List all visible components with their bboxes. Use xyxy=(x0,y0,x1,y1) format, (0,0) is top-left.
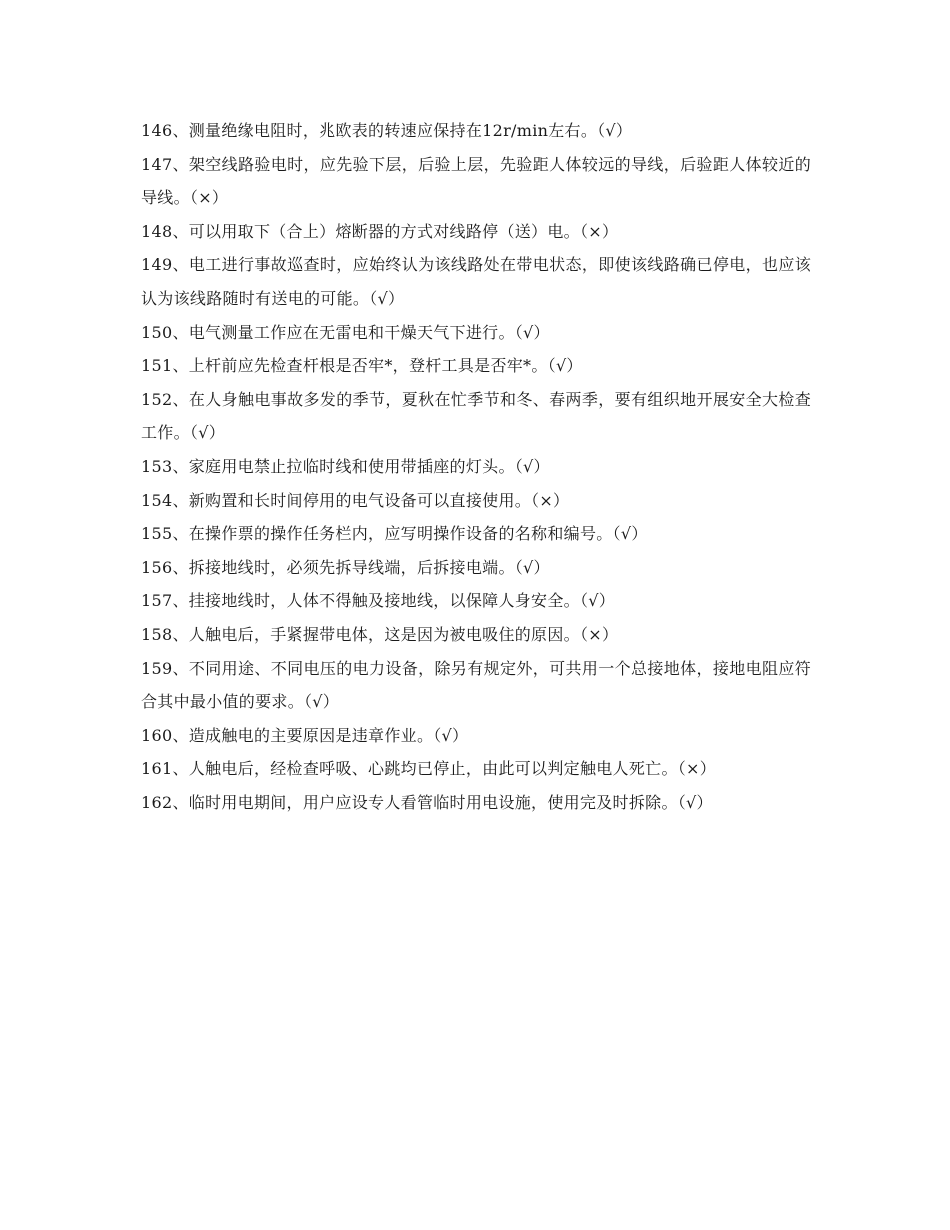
question-162: 162、临时用电期间，用户应设专人看管临时用电设施，使用完及时拆除。（√） xyxy=(141,792,713,812)
question-160: 160、造成触电的主要原因是违章作业。（√） xyxy=(141,725,469,745)
question-147: 147、架空线路验电时，应先验下层，后验上层，先验距人体较远的导线，后验距人体较近的导线。（×） xyxy=(141,154,811,208)
question-154: 154、新购置和长时间停用的电气设备可以直接使用。（×） xyxy=(141,490,570,510)
question-158: 158、人触电后，手紧握带电体，这是因为被电吸住的原因。（×） xyxy=(141,624,619,644)
question-150: 150、电气测量工作应在无雷电和干燥天气下进行。（√） xyxy=(141,322,550,342)
question-151: 151、上杆前应先检查杆根是否牢*，登杆工具是否牢*。（√） xyxy=(141,356,583,376)
question-149: 149、电工进行事故巡查时，应始终认为该线路处在带电状态，即使该线路确已停电，也应该认为该线路随时有送电的可能。（√） xyxy=(141,255,811,308)
question-list xyxy=(141,114,811,819)
question-157: 157、挂接地线时，人体不得触及接地线，以保障人身安全。（√） xyxy=(141,591,616,611)
question-153: 153、家庭用电禁止拉临时线和使用带插座的灯头。（√） xyxy=(141,456,550,476)
question-155: 155、在操作票的操作任务栏内，应写明操作设备的名称和编号。（√） xyxy=(141,524,648,544)
question-161: 161、人触电后，经检查呼吸、心跳均已停止，由此可以判定触电人死亡。（×） xyxy=(141,759,717,779)
question-148: 148、可以用取下（合上）熔断器的方式对线路停（送）电。（×） xyxy=(141,221,619,241)
question-146: 146、测量绝缘电阻时，兆欧表的转速应保持在12r/min左右。（√） xyxy=(141,121,633,140)
question-159: 159、不同用途、不同电压的电力设备，除另有规定外，可共用一个总接地体，接地电阻应符合其中最小值的要求。（√） xyxy=(141,658,811,712)
question-152: 152、在人身触电事故多发的季节，夏秋在忙季节和冬、春两季，要有组织地开展安全大检查工作。（√） xyxy=(141,389,811,443)
question-156: 156、拆接地线时，必须先拆导线端，后拆接电端。（√） xyxy=(141,557,550,577)
